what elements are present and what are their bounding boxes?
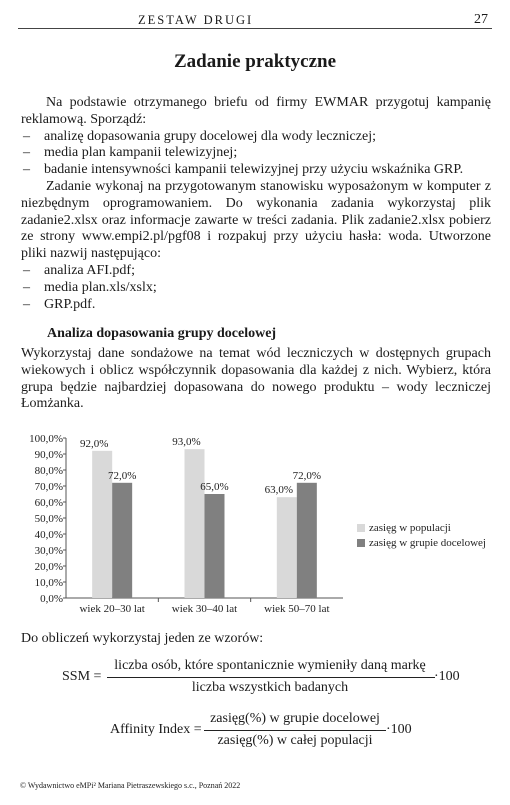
data-label: 63,0% bbox=[264, 484, 294, 497]
ssm-lhs: SSM = bbox=[62, 669, 102, 684]
task-item: – badanie intensywności kampanii telewizyjnej przy użyciu wskaźnika GRP. bbox=[21, 162, 491, 179]
affinity-fraction-line bbox=[204, 730, 386, 731]
file-item: – analiza AFI.pdf; bbox=[21, 263, 491, 280]
y-tick-label: 70,0% bbox=[34, 481, 63, 493]
data-label: 72,0% bbox=[292, 469, 322, 482]
task-item: – analizę dopasowania grupy docelowej dla wody leczniczej; bbox=[21, 129, 491, 146]
section-heading: Analiza dopasowania grupy docelowej bbox=[47, 326, 277, 341]
x-tick-label: wiek 30–40 lat bbox=[171, 603, 238, 615]
legend-swatch bbox=[357, 524, 365, 532]
file-item: – media plan.xls/xslx; bbox=[21, 280, 491, 297]
affinity-lhs: Affinity Index = bbox=[110, 722, 202, 737]
task-item: – media plan kampanii telewizyjnej; bbox=[21, 145, 491, 162]
y-tick-label: 50,0% bbox=[34, 513, 63, 525]
header-rule bbox=[18, 28, 492, 29]
bar bbox=[277, 497, 297, 598]
data-label: 92,0% bbox=[79, 437, 109, 450]
x-tick-label: wiek 50–70 lat bbox=[264, 603, 330, 615]
data-label: 72,0% bbox=[107, 469, 137, 482]
y-tick-label: 80,0% bbox=[34, 465, 63, 477]
instructions-paragraph: Zadanie wykonaj na przygotowanym stanowisku wyposażonym w komputer z niezbędnym oprogramowaniem. Do wykonania zadania wykorzystaj plik zadanie2.xlsx oraz informacje zawarte w treści zadania. Plik zadanie2.xlsx pobierz ze strony www.empi2.pl/pgf08 i rozpakuj przy użyciu hasła: woda. Utworzone pliki nazwij następująco: bbox=[21, 178, 491, 262]
task-list bbox=[21, 129, 491, 179]
data-label: 65,0% bbox=[200, 481, 229, 493]
legend-swatch bbox=[357, 539, 365, 547]
intro-paragraph: Na podstawie otrzymanego briefu od firmy EWMAR przygotuj kampanię reklamową. Sporządź: bbox=[21, 95, 491, 127]
bar-chart bbox=[0, 425, 510, 620]
task-block bbox=[21, 95, 491, 313]
y-tick-label: 90,0% bbox=[34, 449, 63, 461]
ssm-multiplier: ·100 bbox=[434, 669, 460, 684]
y-tick-label: 40,0% bbox=[34, 529, 63, 541]
data-label: 93,0% bbox=[172, 436, 201, 449]
file-item: – GRP.pdf. bbox=[21, 297, 491, 314]
legend-label: zasięg w populacji bbox=[369, 522, 451, 534]
y-tick-label: 0,0% bbox=[40, 593, 63, 605]
ssm-fraction-line bbox=[107, 677, 435, 678]
legend-label: zasięg w grupie docelowej bbox=[369, 537, 486, 549]
page-title: Zadanie praktyczne bbox=[173, 51, 337, 72]
y-tick-label: 30,0% bbox=[34, 545, 63, 557]
bar bbox=[185, 449, 205, 598]
file-list bbox=[21, 263, 491, 313]
y-tick-label: 100,0% bbox=[29, 433, 63, 445]
bar bbox=[297, 483, 317, 598]
running-header: ZESTAW DRUGI bbox=[138, 13, 254, 27]
affinity-numerator: zasięg(%) w grupie docelowej bbox=[210, 711, 380, 726]
y-tick-label: 20,0% bbox=[34, 561, 63, 573]
ssm-denominator: liczba wszystkich badanych bbox=[191, 680, 349, 695]
section-paragraph: Wykorzystaj dane sondażowe na temat wód leczniczych w dostępnych grupach wiekowych i oblicz współczynnik dopasowania dla każdej z nich. Wybierz, która grupa będzie najbardziej dopasowana do nowego produktu – wody leczniczej Łomżanka. bbox=[21, 346, 491, 412]
page-number: 27 bbox=[474, 12, 488, 27]
y-tick-label: 10,0% bbox=[34, 577, 63, 589]
y-tick-label: 60,0% bbox=[34, 497, 63, 509]
bar bbox=[205, 494, 225, 598]
affinity-multiplier: ·100 bbox=[386, 722, 412, 737]
formula-intro: Do obliczeń wykorzystaj jeden ze wzorów: bbox=[21, 631, 264, 646]
footer-copyright: © Wydawnictwo eMPi² Mariana Pietraszewskiego s.c., Poznań 2022 bbox=[20, 781, 241, 790]
ssm-numerator: liczba osób, które spontanicznie wymieniły daną markę bbox=[114, 658, 426, 673]
affinity-denominator: zasięg(%) w całej populacji bbox=[217, 733, 373, 748]
x-tick-label: wiek 20–30 lat bbox=[79, 603, 145, 615]
bar bbox=[112, 483, 132, 598]
